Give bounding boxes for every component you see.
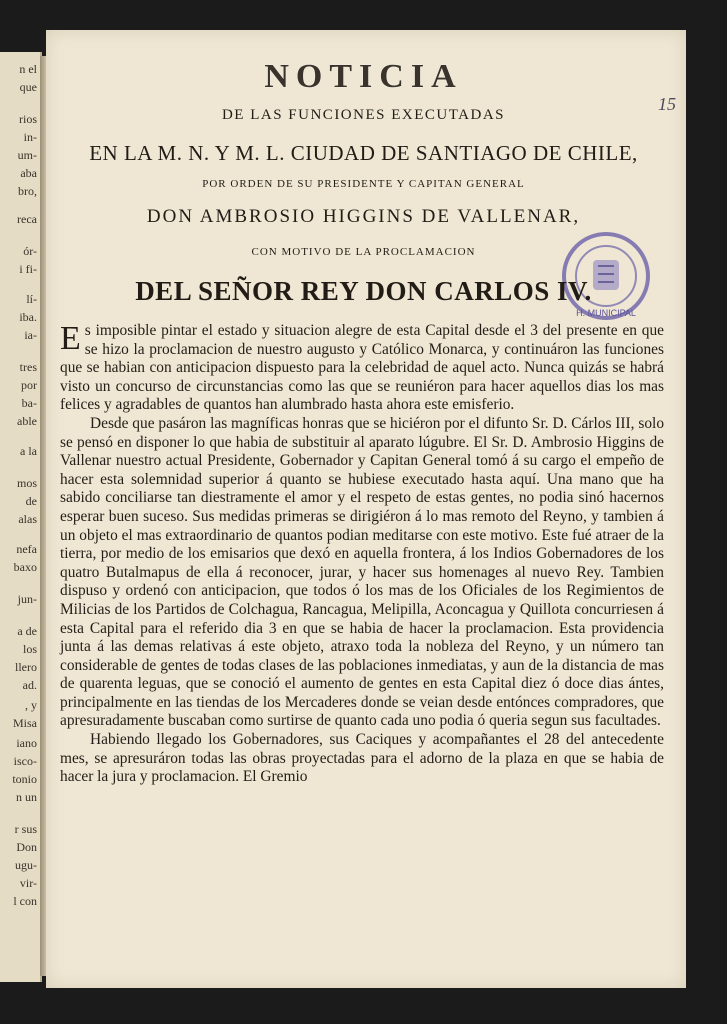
facing-page-fragment: iano (16, 736, 37, 750)
facing-page-fragment: a de (17, 624, 37, 638)
facing-page-fragment: ba- (21, 396, 37, 410)
facing-page-fragment: Misa (13, 716, 37, 730)
facing-page-fragment: in- (23, 130, 37, 144)
stamp-text: H. MUNICIPAL (576, 308, 636, 318)
facing-page-fragment: tonio (12, 772, 37, 786)
facing-page-fragment: r sus (14, 822, 37, 836)
facing-page-fragment: , y (25, 698, 37, 712)
heading-line-ciudad: EN LA M. N. Y M. L. CIUDAD DE SANTIAGO DE CHILE, (89, 141, 638, 165)
facing-page-fragment: iba. (19, 310, 37, 324)
heading-line-orden: POR ORDEN DE SU PRESIDENTE Y CAPITAN GENERAL (202, 178, 525, 190)
facing-page-fragment: tres (19, 360, 37, 374)
facing-page-fragment: alas (18, 512, 37, 526)
facing-page-fragment: que (19, 80, 37, 94)
facing-page-fragment: jun- (17, 592, 37, 606)
facing-page-fragment: ia- (24, 328, 37, 342)
facing-page-fragment: ugu- (15, 858, 37, 872)
facing-page-fragment: Don (16, 840, 37, 854)
paragraph-2: Desde que pasáron las magníficas honras que se hiciéron por el difunto Sr. D. Cárlos III, solo se pensó en disponer lo que habia de substituir al aparato lúgubre. El Sr. D. Ambrosio Higgins de Vallenar nuestro actual Presidente, Gobernador y Capitan General tomó á su cargo el empeño de hacer esta solemnidad superior á quanto se hubiese executado hasta aquí. Una mano que ha sabido conciliarse tan diestramente el amor y el respeto de estas gentes, no podia sinó hacernos esperar buen suceso. Sus medidas primeras se dirigiéron á lo mas remoto del Reyno, y tambien á un objeto el mas extraordinario de quantos podian meditarse con este motivo. Este fué atraer de la tierra, por medio de los emisarios que dexó en aquella frontera, á los Indios Gobernadores de los quatro Butalmapus de ella á reconocer, jurar, y hacer sus homenages al nuevo Rey. Tambien dispuso y ordenó con anticipacion, que todos ó los mas de los Oficiales de los Regimientos de Milicias de los Partidos de Colchagua, Rancagua, Melipilla, Aconcagua y Quillota concurriesen á esta Capital para el referido dia 3 en que se habia de hacer la proclamacion. Esta providencia junta á las demas relativas á este objeto, atraxo toda la nobleza del Reyno, y un número tan considerable de gentes de todas clases de las poblaciones inmediatas, y aun de la distancia de mas de quarenta leguas, que se conoció el aumento de gentes en esta Capital diez ó doce dias ántes, principalmente en las tiendas de los Mercaderes donde se veian desde entónces compradores, que apresuradamente buscaban como surtirse de quanto cada uno podia ó queria segun sus facultades. (60, 414, 665, 730)
title-noticia: NOTICIA (264, 58, 463, 95)
facing-page-fragment: lí- (26, 292, 37, 306)
facing-page-fragment: llero (15, 660, 37, 674)
facing-page-fragment: baxo (13, 560, 37, 574)
paragraph-1-text: s imposible pintar el estado y situacion alegre de esta Capital desde el 3 del presente en que se hizo la proclamacion de nuestro augusto y Católico Monarca, y continuáron las funciones que se habian con anticipacion dispuesto para la celebridad de aquel acto. Nunca quizás se habrá visto un concurso de circunstancias como las que se reuniéron para hacer aquellos dias los mas felices y agradables de quantos han alumbrado hasta ahora este emisferio. (60, 322, 664, 414)
facing-page-fragment: los (22, 642, 37, 656)
facing-page-fragment: isco- (13, 754, 37, 768)
heading-line-funciones: DE LAS FUNCIONES EXECUTADAS (221, 107, 506, 123)
heading-line-ambrosio: DON AMBROSIO HIGGINS DE VALLENAR, (146, 206, 581, 227)
facing-page-fragment: n un (16, 790, 37, 804)
facing-page-fragment: um- (17, 148, 37, 162)
facing-page-fragment: l con (13, 894, 37, 908)
heading-line-rey: DEL SEÑOR REY DON CARLOS IV. (135, 276, 592, 306)
body-text (60, 322, 664, 787)
heading-line-motivo: CON MOTIVO DE LA PROCLAMACION (251, 246, 476, 258)
drop-cap: E (60, 320, 81, 357)
facing-page-fragment: able (17, 414, 37, 428)
paragraph-3: Habiendo llegado los Gobernadores, sus Caciques y acompañantes el 28 del antecedente mes, se apresuráron todas las obras proyectadas para el adorno de la plaza en que se habia de hacer la jura y proclamacion. El Gremio (60, 731, 664, 786)
facing-page (0, 52, 42, 982)
facing-page-fragment: por (21, 378, 37, 392)
facing-page-fragment: aba (20, 166, 37, 180)
facing-page-fragment: mos (16, 476, 37, 490)
facing-page-fragment: i fi- (19, 262, 37, 276)
facing-page-fragment: de (25, 494, 37, 508)
facing-page-fragment: reca (17, 212, 37, 226)
page-number: 15 (658, 94, 676, 114)
facing-page-fragment: ór- (23, 244, 37, 258)
facing-page-fragment: nefa (16, 542, 37, 556)
facing-page-fragment: ad. (22, 678, 37, 692)
facing-page-fragment: vir- (19, 876, 37, 890)
facing-page-fragment: bro, (18, 184, 37, 198)
facing-page-fragment: a la (20, 444, 37, 458)
facing-page-fragment: rios (19, 112, 37, 126)
paragraph-1 (60, 322, 664, 415)
facing-page-fragment: n el (19, 62, 37, 76)
